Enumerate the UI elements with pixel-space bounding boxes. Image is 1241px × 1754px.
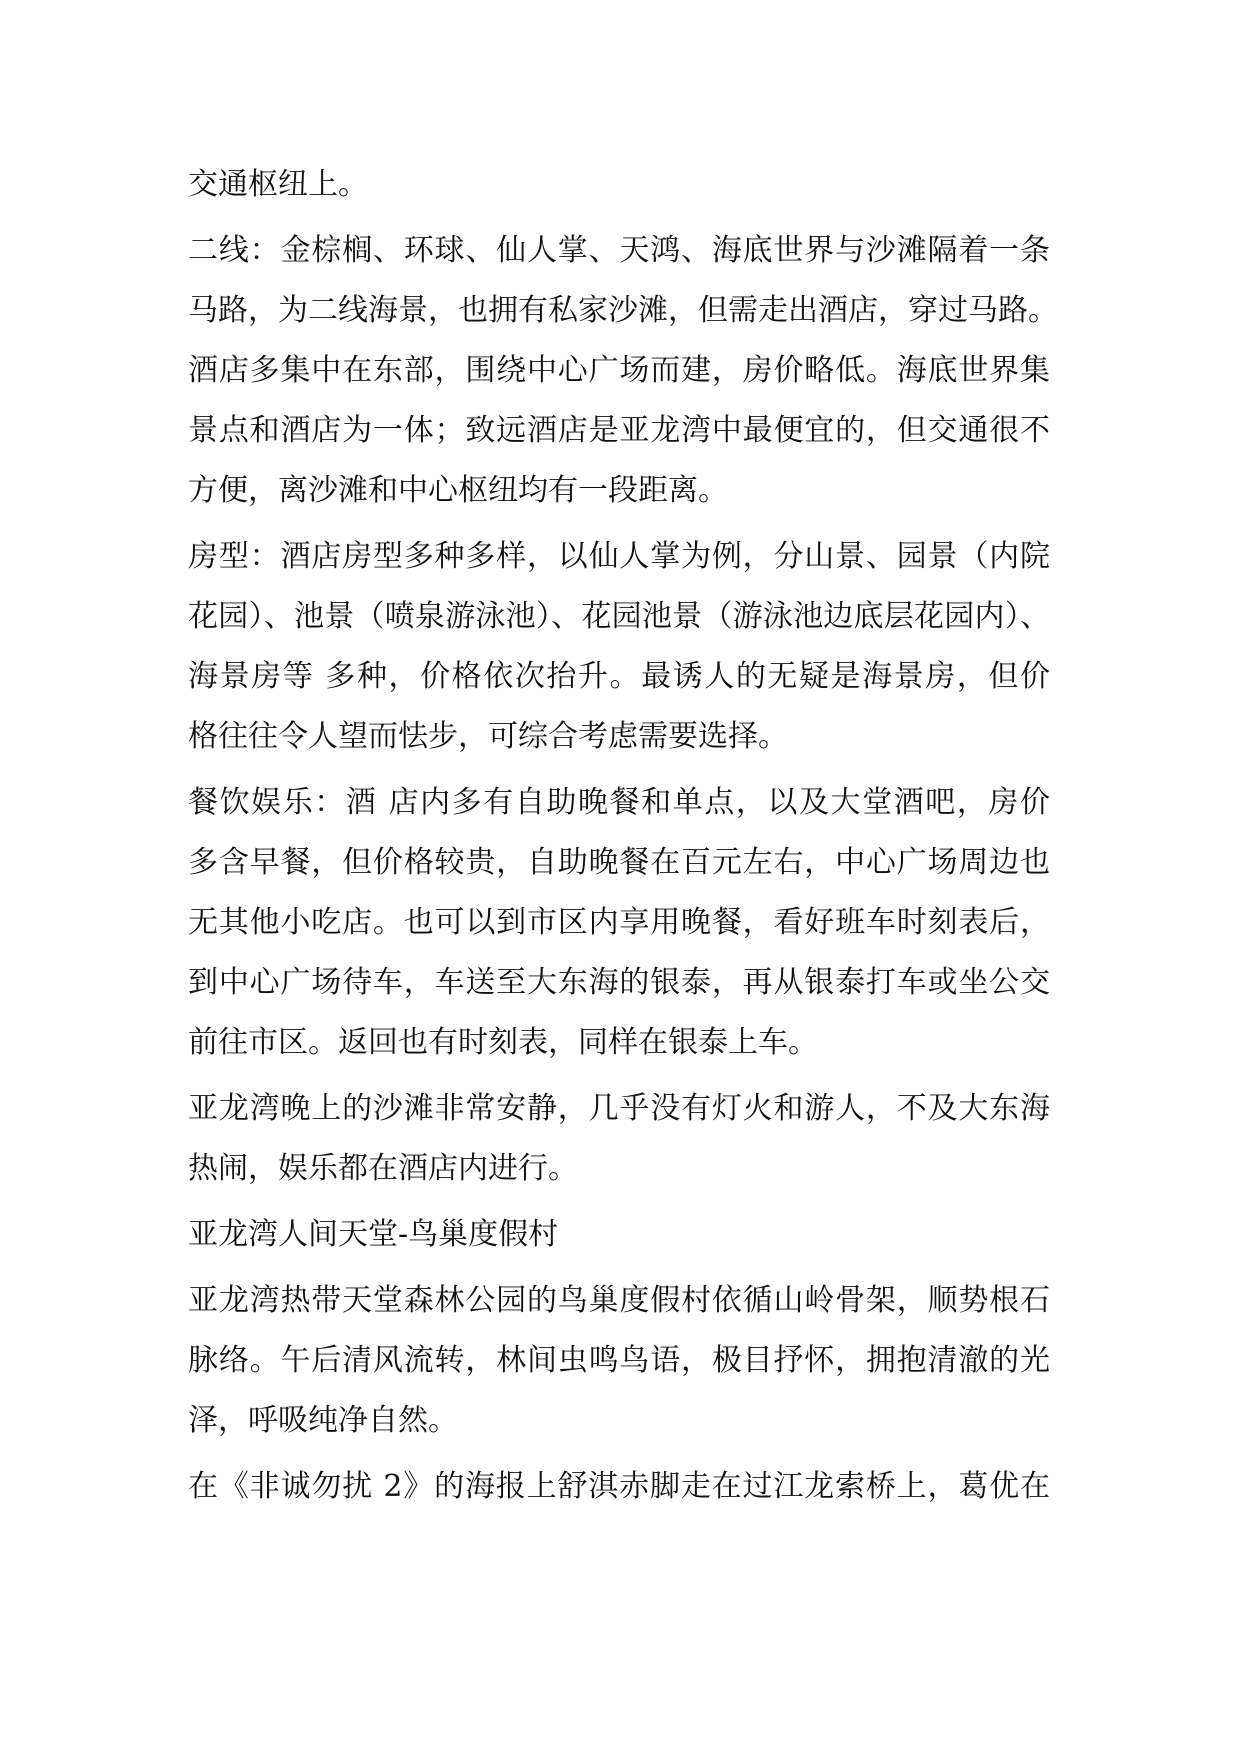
text-line: 多含早餐，但价格较贵，自助晚餐在百元左右，中心广场周边也: [188, 845, 1050, 880]
text-line: 格往往令人望而怯步，可综合考虑需要选择。: [188, 719, 788, 754]
text-line: 前往市区。返回也有时刻表，同样在银泰上车。: [188, 1025, 818, 1060]
text-line: 酒店多集中在东部，围绕中心广场而建，房价略低。海底世界集: [188, 353, 1050, 388]
paragraph-7: [188, 1271, 1050, 1451]
paragraph-8: [188, 1457, 1050, 1517]
text-line: 二线：金棕榈、环球、仙人掌、天鸿、海底世界与沙滩隔着一条: [188, 233, 1050, 268]
paragraph-2: [188, 221, 1058, 521]
text-line: 亚龙湾人间天堂-鸟巢度假村: [188, 1217, 559, 1252]
paragraph-5: [188, 1079, 1050, 1199]
paragraph-1: [188, 155, 1050, 215]
text-line: 脉络。午后清风流转，林间虫鸣鸟语，极目抒怀，拥抱清澈的光: [188, 1343, 1050, 1378]
text-line: 热闹，娱乐都在酒店内进行。: [188, 1151, 578, 1186]
section-heading: [188, 1205, 1050, 1265]
paragraph-4: [188, 773, 1050, 1073]
text-line: 餐饮娱乐：酒 店内多有自助晚餐和单点，以及大堂酒吧，房价: [188, 785, 1050, 820]
text-line: 在《非诚勿扰 2》的海报上舒淇赤脚走在过江龙索桥上，葛优在: [188, 1469, 1050, 1504]
text-line: 景点和酒店为一体；致远酒店是亚龙湾中最便宜的，但交通很不: [188, 413, 1050, 448]
text-line: 花园）、池景（喷泉游泳池）、花园池景（游泳池边底层花园内）、: [188, 599, 1050, 634]
text-line: 方便，离沙滩和中心枢纽均有一段距离。: [188, 473, 728, 508]
text-line: 到中心广场待车，车送至大东海的银泰，再从银泰打车或坐公交: [188, 965, 1050, 1000]
text-line: 交通枢纽上。: [188, 167, 368, 202]
text-line: 房型：酒店房型多种多样，以仙人掌为例，分山景、园景（内院: [188, 539, 1050, 574]
text-line: 海景房等 多种，价格依次抬升。最诱人的无疑是海景房，但价: [188, 659, 1050, 694]
text-line: 马路，为二线海景，也拥有私家沙滩，但需走出酒店，穿过马路。: [188, 293, 1058, 328]
text-line: 亚龙湾热带天堂森林公园的鸟巢度假村依循山岭骨架，顺势根石: [188, 1283, 1050, 1318]
text-line: 亚龙湾晚上的沙滩非常安静，几乎没有灯火和游人，不及大东海: [188, 1091, 1050, 1126]
text-line: 无其他小吃店。也可以到市区内享用晚餐，看好班车时刻表后，: [188, 905, 1050, 940]
body-text: [188, 155, 1058, 1517]
text-line: 泽，呼吸纯净自然。: [188, 1403, 458, 1438]
paragraph-3: [188, 527, 1050, 767]
